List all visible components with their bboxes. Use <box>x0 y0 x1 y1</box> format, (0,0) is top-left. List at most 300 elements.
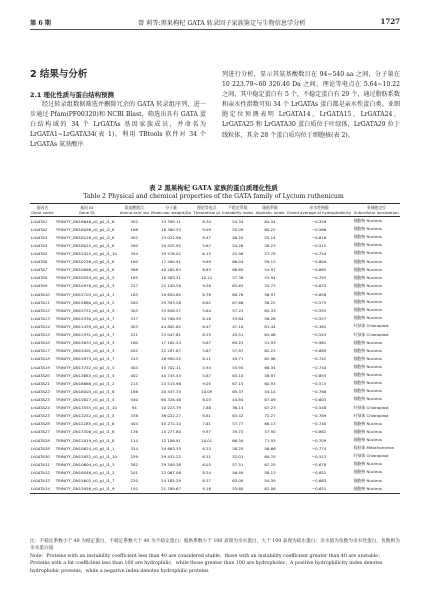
col-header: 基因 ID Gene ID <box>55 204 119 217</box>
table-row <box>30 428 400 436</box>
table-cell: 69.37 <box>232 388 244 394</box>
table-row <box>30 249 400 257</box>
table-cell: 5.87 <box>202 372 212 378</box>
table-cell: 10.22 <box>201 275 213 281</box>
table-cell: 201 <box>130 469 138 475</box>
table-cell: 56.49 <box>232 469 244 475</box>
table-cell: 51.93 <box>264 340 276 346</box>
table-cell: 63.42 <box>232 413 244 419</box>
table-row <box>30 306 400 314</box>
table-cell: 5.94 <box>202 364 212 370</box>
table-cell: 302 <box>130 218 138 224</box>
table-cell: 8.82 <box>202 299 212 305</box>
table-row <box>30 258 400 266</box>
table-cell: 叶绿体 Chloroplast <box>353 412 389 418</box>
table-cell: 54.14 <box>264 388 276 394</box>
table-cell: 6.11 <box>202 356 212 362</box>
table-header-row <box>30 204 400 217</box>
table-cell: 264 <box>130 299 138 305</box>
table-cell: TRINITY_DN15633_c0_g2_i1_3 <box>55 340 115 346</box>
table-cell: 220 <box>130 478 138 484</box>
table-row <box>30 485 400 494</box>
table-cell: 63.00 <box>232 478 244 484</box>
table-cell: −0.769 <box>311 413 327 419</box>
table-cell: TRINITY_DN18228_c0_g1_i2_8 <box>55 234 115 240</box>
table-cell: TRINITY_DN15602_c0_g1_i1_7 <box>55 478 115 484</box>
table-cell: 60.22 <box>264 226 276 232</box>
table-row <box>30 460 400 468</box>
table-cell: 细胞核 Nucleus <box>353 420 382 426</box>
table-cell: LrGATA27 <box>31 429 50 435</box>
table-cell: 细胞核 Nucleus <box>353 266 382 272</box>
table-cell: 细胞核 Nucleus <box>353 282 382 288</box>
table-cell: 8.25 <box>202 332 212 338</box>
table-cell: 338 <box>130 413 138 419</box>
table-cell: −0.689 <box>311 348 327 354</box>
table-cell: LrGATA17 <box>31 348 50 354</box>
table-cell: 404 <box>130 421 138 427</box>
table-row <box>30 217 400 226</box>
table-cell: 71.93 <box>264 437 276 443</box>
table-cell: 叶绿体 Chloroplast <box>353 323 389 329</box>
table-cell: 57.23 <box>232 307 244 313</box>
table-cell: 细胞核 Nucleus <box>353 388 382 394</box>
table-cell: TRINITY_DN10554_c0_g1_i1_5 <box>55 275 115 281</box>
table-row <box>30 404 400 412</box>
table-cell: 56.23 <box>264 242 276 248</box>
table-cell: 9.05 <box>202 380 212 386</box>
table-cell: 9.26 <box>202 283 212 289</box>
table-cell: 57.87 <box>232 348 244 354</box>
table-cell: 39.73 <box>232 429 244 435</box>
table-cell: −0.740 <box>311 421 327 427</box>
table-cell: LrGATA2 <box>31 226 48 232</box>
table-cell: TRINITY_DN12019_c0_g1_i1_8 <box>55 437 115 443</box>
table-cell: LrGATA20 <box>31 372 50 378</box>
table-cell: 243 <box>130 356 138 362</box>
table-cell: 324 <box>130 445 138 451</box>
table-cell: TRINITY_DN18096_c0_g1_i2_8 <box>55 226 115 232</box>
table-cell: 29 349.38 <box>161 461 181 467</box>
table-cell: 细胞核 Nucleus <box>353 315 382 321</box>
table-cell: 114 <box>130 437 138 443</box>
table-cell: LrGATA12 <box>31 307 50 313</box>
table-cell: 67.66 <box>232 299 244 305</box>
subsection-title: 2.1 理化性质与蛋白结构预测 <box>30 91 114 99</box>
table-cell: −0.557 <box>311 315 327 321</box>
table-cell: LrGATA8 <box>31 275 48 281</box>
table-row <box>30 331 400 339</box>
table-cell: LrGATA31 <box>31 461 50 467</box>
table-cell: LrGATA32 <box>31 469 50 475</box>
table-row <box>30 468 400 476</box>
table-cell: 9.87 <box>202 340 212 346</box>
table-cell: TRINITY_DN15958_c0_g1_i1_9 <box>55 485 119 494</box>
table-cell: LrGATA1 <box>31 218 48 224</box>
table-cell: 65.33 <box>264 307 276 313</box>
table-cell: −0.685 <box>311 267 327 273</box>
table-cell: 39 576.02 <box>161 250 181 256</box>
table-cell: 45 745.43 <box>161 372 181 378</box>
table-cell: 17 560.91 <box>161 259 181 265</box>
table-cell: −0.663 <box>311 478 327 484</box>
table-cell: 8.61 <box>202 413 212 419</box>
table-cell: 57.38 <box>232 275 244 281</box>
table-cell: LrGATA33 <box>31 478 50 484</box>
table-cell: −0.575 <box>311 299 327 305</box>
note-zh: 注：不稳定系数小于 40 为稳定蛋白，不稳定系数大于 40 为不稳定蛋白；脂肪系数小于 100 表现为亲水蛋白，大于 100 表现为疏水蛋白；亲水值为负数为亲水性蛋白，负数则为亲水蛋白质 <box>30 539 400 552</box>
table-cell: 19 650.65 <box>161 291 181 297</box>
table-cell: −0.543 <box>311 332 327 338</box>
table-cell: 6.31 <box>202 453 212 459</box>
table-cell: 细胞核 Nucleus <box>353 437 382 442</box>
table-cell: 160 <box>130 340 138 346</box>
table-cell: LrGATA18 <box>31 356 50 362</box>
table-cell: 58.97 <box>264 372 276 378</box>
table-row <box>30 436 400 444</box>
table-row <box>30 274 400 282</box>
table-cell: LrGATA24 <box>31 405 50 411</box>
table-cell: 49.71 <box>232 356 244 362</box>
table-row <box>30 282 400 290</box>
table-cell: 18 583.31 <box>161 275 181 281</box>
table-cell: 56.28 <box>264 315 276 321</box>
table-cell: 细胞核 Nucleus <box>353 469 382 475</box>
table-cell: 42.96 <box>232 250 244 256</box>
table-cell: −0.515 <box>311 380 327 386</box>
col-header: 脂肪系数 Aliphatic index <box>255 205 285 215</box>
col-header: 亚细胞定位 Subcellular localization <box>353 205 399 215</box>
table-cell: 7.61 <box>202 421 212 427</box>
table-cell: LrGATA25 <box>31 413 50 419</box>
table-cell: LrGATA28 <box>31 437 50 443</box>
table-cell: 160 <box>130 259 138 265</box>
table-cell: 10.09 <box>201 388 213 394</box>
table-cell: 540 <box>130 396 138 402</box>
table-cell: TRINITY_DN16046_c0_g1_i1_2 <box>55 469 115 475</box>
table-cell: 60 326.46 <box>161 396 181 402</box>
table-cell: 8.30 <box>202 218 212 224</box>
page-header <box>30 18 400 28</box>
body-paragraph-right: 列进行分析，显示其氨基酸数目在 94~540 aa 之间，分子量在 10 223.79~60 326.46 Da 之间，理论等电点在 5.64~10.22 之间，其中稳定蛋白有 5 个，不稳定蛋白有 29 个，通过脂肪系数和亲水性指数可知 34 个 LrGATAs 蛋白都是亲水性蛋白类。亚细胞定位预测表明 LrGATA14，LrGATA15，LrGATA24，LrGATA25 和 LrGATA30 蛋白质位于叶绿体，LrGATA29 位于线粒体，其余 28 个蛋白质均位于细胞核(表 2)。 <box>222 71 400 139</box>
table-cell: −0.651 <box>286 485 353 494</box>
header-rule <box>30 29 400 30</box>
table-cell: 45 272.10 <box>161 421 181 427</box>
table-title-en: Table 2 Physical and chemical properties of the GATA family of Lycium ruthenicum <box>83 193 344 200</box>
table-cell: 29 432.22 <box>161 453 181 459</box>
table-cell: −0.754 <box>311 250 327 256</box>
table-cell: TRINITY_DN15880_c0_g1_i1_2 <box>55 299 115 305</box>
table-cell: −0.766 <box>311 388 327 394</box>
table-cell: 44.84 <box>232 396 244 402</box>
table-cell: TRINITY_DN18022_c0_g1_i1_8 <box>55 242 115 248</box>
table-title-zh: 表 2 黑果枸杞 GATA 家族的蛋白质理化性质 <box>149 184 278 192</box>
table-cell: LrGATA19 <box>31 364 50 370</box>
table-cell: 5.87 <box>202 348 212 354</box>
table-cell: 12 106.91 <box>161 437 181 443</box>
table-cell: TRINITY_DN13306_c0_g1_i1_6 <box>55 429 115 435</box>
properties-table <box>30 203 400 494</box>
table-cell: 81.44 <box>264 323 276 329</box>
table-cell: TRINITY_DN13752_c0_g2_i1_5 <box>55 364 115 370</box>
table-cell: 66.65 <box>232 267 244 273</box>
table-cell: 6.33 <box>202 445 212 451</box>
table-row <box>30 452 400 460</box>
table-cell: 66.13 <box>264 421 276 427</box>
table-cell: −0.742 <box>311 356 327 362</box>
table-cell: 215 <box>130 380 138 386</box>
table-cell: 8.76 <box>202 291 212 297</box>
table-cell: 细胞核 Nucleus <box>353 299 382 305</box>
table-cell: TRINITY_DN12252_c0_g1_i1_5 <box>55 413 115 419</box>
table-cell: LrGATA11 <box>31 299 50 305</box>
table-cell: 22 287.87 <box>161 348 181 354</box>
table-cell: 7.88 <box>202 405 212 411</box>
table-cell: 34 663.35 <box>161 445 181 451</box>
table-cell: 9.97 <box>202 429 212 435</box>
table-cell: LrGATA15 <box>31 332 50 338</box>
table-cell: 52.01 <box>232 453 244 459</box>
table-cell: 136 <box>130 429 138 435</box>
table-cell: −0.793 <box>311 275 327 281</box>
table-cell: 94 <box>131 405 137 411</box>
table-cell: 227 <box>130 283 138 289</box>
table-cell: 165 <box>130 275 138 281</box>
table-row <box>30 314 400 322</box>
table-cell: LrGATA26 <box>31 421 50 427</box>
table-cell: 细胞核 Nucleus <box>353 307 382 313</box>
table-cell: LrGATA4 <box>31 242 48 248</box>
table-cell: 67.25 <box>264 461 276 467</box>
table-cell: 69.23 <box>232 340 244 346</box>
table-cell: TRINITY_DN15330_c0_g1_i1_7 <box>55 315 115 321</box>
table-cell: 细胞核 Nucleus <box>353 355 382 361</box>
table-cell: 54.39 <box>264 478 276 484</box>
table-cell: 53.94 <box>264 275 276 281</box>
table-row <box>30 233 400 241</box>
table-cell: 细胞核 Nucleus <box>353 218 382 224</box>
table-cell: 细胞核 Nucleus <box>353 428 382 434</box>
table-cell: −0.633 <box>311 283 327 289</box>
table-cell: LrGATA29 <box>31 445 50 451</box>
table-cell: 54.97 <box>264 267 276 273</box>
table-cell: 317 <box>130 315 138 321</box>
table-cell: LrGATA9 <box>31 283 48 289</box>
table-cell: −0.678 <box>311 461 327 467</box>
table-cell: −0.362 <box>311 323 327 329</box>
table-cell: −0.616 <box>311 234 327 240</box>
table-cell: 细胞核 Nucleus <box>353 234 382 240</box>
table-cell: 细胞核 Nucleus <box>353 226 382 232</box>
table-cell: TRINITY_DN10604_c0_g1_i1_3 <box>55 461 115 467</box>
table-cell: 44 802.62 <box>161 323 181 329</box>
table-cell: 58.22 <box>264 299 276 305</box>
table-row <box>30 298 400 306</box>
table-cell: 62.23 <box>264 348 276 354</box>
table-cell: 57.90 <box>264 429 276 435</box>
table-row <box>30 477 400 485</box>
table-cell: 66.04 <box>232 259 244 265</box>
table-cell: 9.09 <box>202 226 212 232</box>
table-cell: 叶绿体 Chloroplast <box>353 453 389 459</box>
table-cell: 24 185.29 <box>161 478 181 484</box>
table-cell: 282 <box>130 461 138 467</box>
table-cell: −0.603 <box>311 396 327 402</box>
table-cell: LrGATA21 <box>31 380 50 386</box>
table-cell: 168 <box>130 226 138 232</box>
table-cell: 6.03 <box>202 461 212 467</box>
table-cell: TRINITY_DN15401_c0_g1_i1_3 <box>55 348 115 354</box>
right-column <box>222 70 400 141</box>
table-cell: 354 <box>130 250 138 256</box>
table-cell: 5.67 <box>202 242 212 248</box>
table-cell: 45 702.11 <box>161 364 181 370</box>
table-cell: 67.15 <box>232 380 244 386</box>
table-cell: 185 <box>130 291 138 297</box>
table-cell: LrGATA3 <box>31 234 48 240</box>
table-cell: 259 <box>130 453 138 459</box>
table-cell: 8.34 <box>202 469 212 475</box>
col-header: 不稳定系数 Instability index <box>222 205 254 215</box>
table-cell: 57.79 <box>264 250 276 256</box>
table-cell: 55.73 <box>264 283 276 289</box>
table-cell: 404 <box>130 364 138 370</box>
table-cell: LrGATA5 <box>31 250 48 256</box>
table-row <box>30 412 400 420</box>
table-cell: 305 <box>130 307 138 313</box>
table-cell: 15 277.80 <box>161 429 181 435</box>
note-en: Note：Proteins with an instability coefficient less than 40 are considered stable，those with an instability coefficient greater than 40 are unstable；Proteins with a fat coefficient less than 100 are hydrophilic，while those greater than 100 are hydrophobic；A positive hydrophilicity index denotes hydrophobic proteins，while a negative index denotes hydrophilic proteins <box>30 553 383 574</box>
table-cell: −0.548 <box>311 405 327 411</box>
table-cell: 26 990.52 <box>161 356 181 362</box>
table-cell: −0.513 <box>311 453 327 459</box>
table-cell: 细胞核 Nucleus <box>353 485 400 494</box>
table-cell: LrGATA14 <box>31 323 50 329</box>
table-cell: 6.83 <box>202 267 212 273</box>
table-cell: 6.15 <box>202 250 212 256</box>
table-cell: LrGATA34 <box>30 485 55 494</box>
table-cell: 53.84 <box>232 315 244 321</box>
table-cell: 55.14 <box>264 234 276 240</box>
table-cell: 25 100.58 <box>161 283 181 289</box>
table-cell: −0.862 <box>311 429 327 435</box>
table-cell: 8.47 <box>202 234 212 240</box>
table-cell: 细胞核 Nucleus <box>353 291 382 297</box>
table-cell: −0.852 <box>311 469 327 475</box>
table-cell: 63.63 <box>232 283 244 289</box>
col-header: 亲水性指数 Grand average of hydrophobicity <box>286 205 352 215</box>
table-cell: LrGATA13 <box>31 315 50 321</box>
table-cell: 63.10 <box>232 372 244 378</box>
table-cell: 17 162.24 <box>161 340 181 346</box>
table-cell: 67.09 <box>264 396 276 402</box>
table-cell: 34 708.59 <box>161 315 181 321</box>
table-cell: 细胞核 Nucleus <box>353 477 382 483</box>
table-row <box>30 387 400 395</box>
table-cell: 33 022.98 <box>161 234 181 240</box>
table-cell: TRINITY_DN18666_c0_g1_i1_2 <box>55 380 115 386</box>
table-cell: TRINITY_DN12931_c0_g1_i1_7 <box>55 332 115 338</box>
table-cell: 54.34 <box>232 218 244 224</box>
table-cell: 53.60 <box>221 485 254 494</box>
table-cell: 60.70 <box>264 453 276 459</box>
table-cell: 72.27 <box>264 413 276 419</box>
col-header: 氨基酸数目 Amino acid /aa <box>119 205 149 215</box>
table-cell: −0.593 <box>311 307 327 313</box>
table-cell: 57.77 <box>232 421 244 427</box>
table-cell: 细胞核 Nucleus <box>353 364 382 370</box>
table-cell: −0.740 <box>311 364 327 370</box>
table-cell: TRINITY_DN18003_c0_g1_i1_8 <box>55 388 115 394</box>
table-cell: 23 047.61 <box>161 332 181 338</box>
table-cell: −0.709 <box>311 437 327 443</box>
table-cell: 66.34 <box>264 364 276 370</box>
table-cell: 56.66 <box>264 445 276 451</box>
table-cell: 368 <box>130 267 138 273</box>
table-cell: TRINITY_DN13555_c0_g1_i1_10 <box>55 405 117 411</box>
table-cell: 8.37 <box>202 478 212 484</box>
body-paragraph-left: 经过转录组数据筛选并删除冗余的 GATA 转录组序列，进一步通过 Pfam(PF00320)和 NCBI Blast，筛选出具有 GATA 蛋白结构域的 34 个 LrGATAs 基因家族成员，并命名为 LrGATA1~LrGATA34(表 1)。利用 TBtools 软件对 34 个 LrGATAs 氨基酸序 <box>30 101 206 149</box>
section-title: 2 结果与分析 <box>30 69 88 80</box>
table-cell: −0.515 <box>311 242 327 248</box>
table-cell: 细胞核 Nucleus <box>353 250 382 256</box>
table-cell: 58.97 <box>264 291 276 297</box>
table-cell: 192 <box>119 485 150 494</box>
table-cell: TRINITY_DN12285_c0_g1_i1_6 <box>55 421 115 427</box>
table-cell: TRINITY_DN11439_c0_g1_i1_4 <box>55 323 115 329</box>
table-cell: TRINITY_DN13683_c0_g1_i1_5 <box>55 372 115 378</box>
table-cell: 33 658.57 <box>161 307 181 313</box>
table-cell: 55.09 <box>232 226 244 232</box>
table-row <box>30 347 400 355</box>
table-cell: LrGATA22 <box>31 388 50 394</box>
table-cell: TRINITY_DN10624_c0_g2_i1_1 <box>55 445 115 451</box>
table-cell: −0.658 <box>311 291 327 297</box>
table-cell: TRINITY_DN15827_c0_g1_i1_4 <box>55 396 115 402</box>
table-cell: 62.96 <box>264 356 276 362</box>
table-cell: −0.328 <box>311 218 327 224</box>
table-notes <box>30 538 400 575</box>
table-cell: 60.93 <box>264 380 276 386</box>
table-cell: LrGATA16 <box>31 340 50 346</box>
page-number: 1727 <box>380 17 400 26</box>
table-cell: 9.16 <box>192 485 221 494</box>
table-row <box>30 420 400 428</box>
table-cell: LrGATA6 <box>31 259 48 265</box>
table-cell: 66.34 <box>232 437 244 443</box>
table-cell: 63.08 <box>264 332 276 338</box>
table-cell: 29 425.95 <box>161 242 181 248</box>
table-cell: 221 <box>130 332 138 338</box>
table-cell: 22 067.06 <box>161 469 181 475</box>
table-cell: TRINITY_DN15703_c0_g1_i1_1 <box>55 291 115 297</box>
table-cell: TRINITY_DN15752_c0_g1_i1_5 <box>55 307 115 313</box>
table-cell: 38 022.27 <box>161 413 181 419</box>
table-row <box>30 266 400 274</box>
table-cell: TRINITY_DN10976_c0_g1_i1_3 <box>55 283 115 289</box>
table-cell: 10.01 <box>201 437 213 443</box>
table-cell: 细胞核 Nucleus <box>353 347 382 353</box>
table-cell: −0.893 <box>311 372 327 378</box>
table-cell: 5.64 <box>202 307 212 313</box>
table-cell: 18 360.53 <box>161 226 181 232</box>
table-cell: 9.69 <box>202 259 212 265</box>
running-title: 曾 莉等:黑果枸杞 GATA 转录因子家族鉴定与生物信息学分析 <box>138 20 306 27</box>
table-cell: 36.14 <box>232 405 244 411</box>
table-cell: TRINITY_DN15852_c0_g1_i1_10 <box>55 453 117 459</box>
table-cell: 53.94 <box>232 364 244 370</box>
table-cell: 细胞核 Nucleus <box>353 380 382 386</box>
